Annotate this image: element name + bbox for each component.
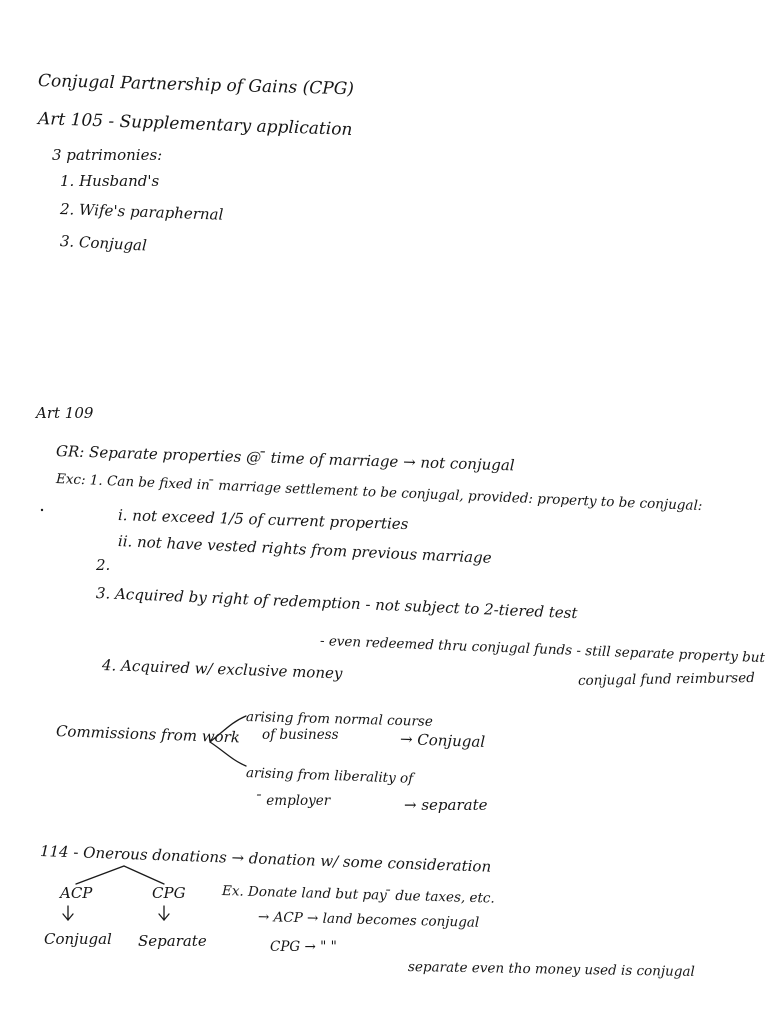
commissions-label: Commissions from work bbox=[55, 722, 241, 747]
art109-exception-3-note: - even redeemed thru conjugal funds - still separate property but bbox=[319, 633, 766, 667]
art109-exception-1: Exc: 1. Can be fixed in ̄ marriage settlement to be conjugal, provided: property to be conjugal: bbox=[55, 471, 703, 515]
art109-exception-2: 2. bbox=[96, 556, 111, 574]
commissions-branch-1-result: → Conjugal bbox=[399, 730, 486, 751]
commissions-branch-2b: ̄ employer bbox=[262, 793, 331, 809]
art114-heading: 114 - Onerous donations → donation w/ some consideration bbox=[39, 842, 492, 876]
art109-exception-3-note-2: conjugal fund reimbursed bbox=[577, 669, 755, 689]
art114-acp: ACP bbox=[60, 884, 93, 902]
art114-acp-result: Conjugal bbox=[44, 930, 112, 948]
art109-general-rule: GR: Separate properties @ ̄ time of marriage → not conjugal bbox=[55, 442, 515, 475]
patrimony-item: 3. Conjugal bbox=[59, 232, 148, 255]
commissions-branch-1: arising from normal course bbox=[245, 709, 434, 730]
art114-example: Ex. Donate land but pay ̄ due taxes, etc. bbox=[221, 883, 495, 907]
art114-example-acp: → ACP → land becomes conjugal bbox=[257, 909, 480, 931]
art109-exception-4: 4. Acquired w/ exclusive money bbox=[101, 656, 343, 683]
art109-exception-3: 3. Acquired by right of redemption - not subject to 2-tiered test bbox=[95, 584, 578, 623]
art109-exception-1-i: i. not exceed 1/5 of current properties bbox=[117, 506, 409, 534]
patrimony-item: 1. Husband's bbox=[60, 172, 160, 190]
commissions-branch-1b: of business bbox=[262, 727, 339, 743]
art109-exception-1-ii: ii. not have vested rights from previous marriage bbox=[117, 532, 492, 567]
art114-cpg-result: Separate bbox=[138, 932, 207, 950]
art114-example-cpg: CPG → " " bbox=[270, 939, 337, 955]
patrimony-item: 2. Wife's paraphernal bbox=[59, 200, 224, 224]
notes-title: Conjugal Partnership of Gains (CPG) bbox=[37, 71, 355, 100]
commissions-branch-2: arising from liberality of bbox=[245, 765, 414, 787]
art109-heading: Art 109 bbox=[36, 404, 94, 422]
art114-example-cpg-2: separate even tho money used is conjugal bbox=[407, 959, 695, 981]
patrimonies-heading: 3 patrimonies: bbox=[52, 146, 163, 164]
art105-heading: Art 105 - Supplementary application bbox=[37, 109, 353, 140]
commissions-branch-2-result: → separate bbox=[404, 796, 488, 814]
art114-cpg: CPG bbox=[152, 884, 186, 902]
